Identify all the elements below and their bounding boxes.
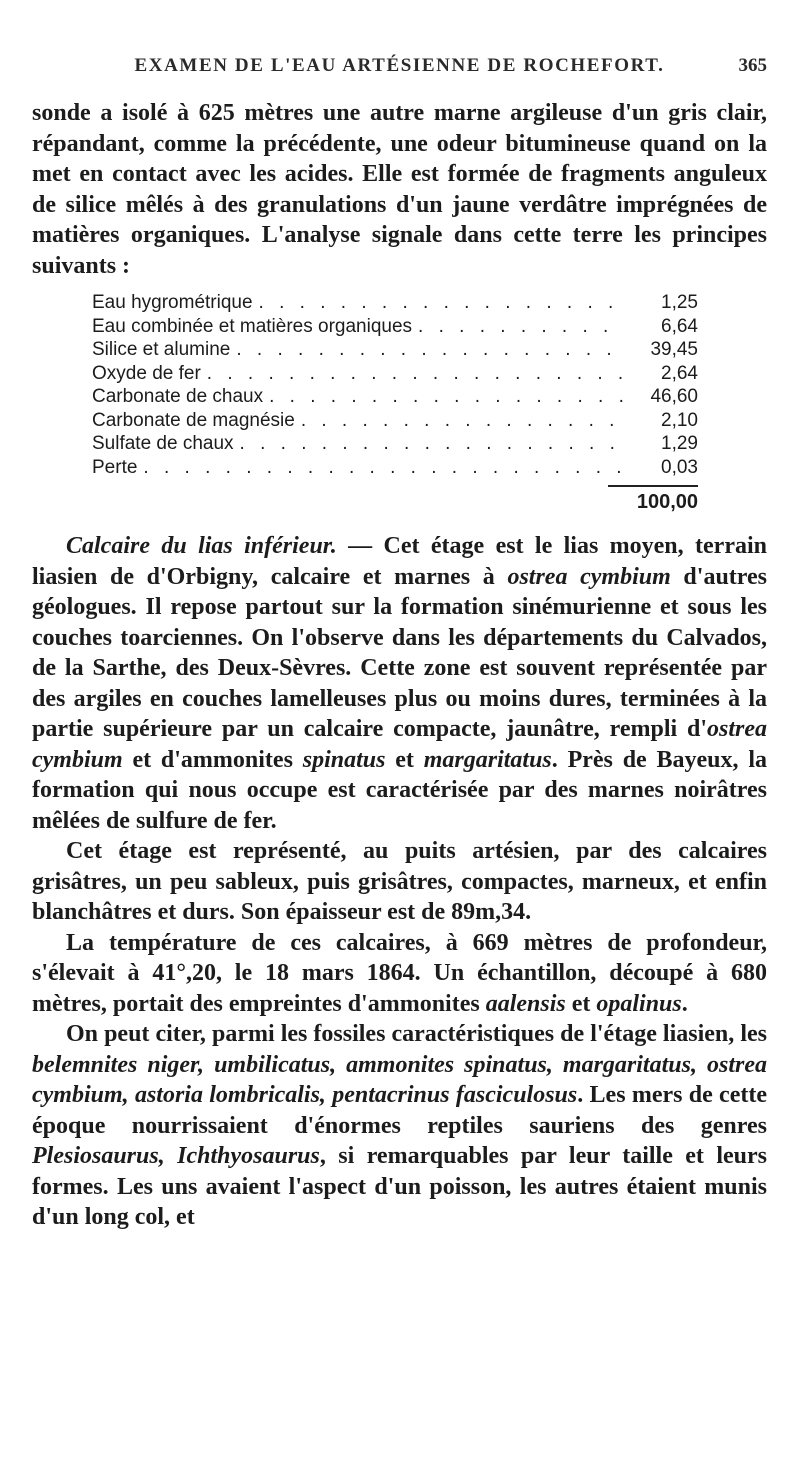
running-title: EXAMEN DE L'EAU ARTÉSIENNE DE ROCHEFORT. — [134, 55, 665, 76]
row-value: 1,25 — [661, 292, 698, 313]
paragraph-temperature: La température de ces calcaires, à 669 mètres de profondeur, s'élevait à 41°,20, le 18 mars 1864. Un échantillon, découpé à 680 mètres, portait des empreintes d'ammonites aalensis et opalinus. — [32, 929, 767, 1017]
row-value: 46,60 — [650, 386, 698, 407]
paragraph-lias: Calcaire du lias inférieur. — Cet étage est le lias moyen, terrain liasien de d'Orbigny, calcaire et marnes à ostrea cymbium d'autres géologues. Il repose partout sur la formation sinémurienne et sous les couches toarciennes. On l'observe dans les départements du Calvados, de la Sarthe, des Deux-Sèvres. Cette zone est souvent représentée par des argiles en couches lamelleuses plus ou moins dures, terminées à la partie supérieure par un calcaire compacte, jaunâtre, rempli d'ostrea cymbium et d'ammonites spinatus et margaritatus. Près de Bayeux, la formation qui nous occupe est caractérisée par des marnes noirâtres mêlées de sulfure de fer. — [32, 533, 767, 834]
page-body — [32, 98, 767, 1233]
row-label: Carbonate de magnésie — [92, 409, 295, 431]
analysis-row — [92, 362, 698, 386]
analysis-row — [92, 338, 698, 362]
row-label: Carbonate de chaux — [92, 386, 264, 407]
row-label: Oxyde de fer — [92, 362, 201, 384]
paragraph-fossiles: On peut citer, parmi les fossiles caractéristiques de l'étage liasien, les belemnites niger, umbilicatus, ammonites spinatus, margaritatus, ostrea cymbium, astoria lombricalis, pentacrinus fasciculosus. Les mers de cette époque nourrissaient d'énormes reptiles sauriens des genres Plesiosaurus, Ichthyosaurus, si remarquables par leur taille et leurs formes. Les uns avaient l'aspect d'un poisson, les autres étaient munis d'un long col, et — [32, 1021, 767, 1230]
sum-rule — [608, 485, 698, 487]
analysis-row — [92, 291, 698, 315]
row-label: Eau combinée et matières organiques — [92, 315, 413, 337]
row-value: 39,45 — [650, 339, 698, 360]
analysis-row — [92, 432, 698, 456]
section-heading: Calcaire du lias inférieur. — [66, 533, 337, 559]
row-label: Perte — [92, 456, 138, 478]
row-value: 6,64 — [661, 315, 698, 337]
analysis-row — [92, 456, 698, 480]
analysis-row — [92, 409, 698, 433]
analysis-row — [92, 385, 698, 409]
row-value: 0,03 — [661, 456, 698, 478]
row-label: Silice et alumine — [92, 339, 231, 360]
page-number: 365 — [738, 55, 767, 76]
row-value: 2,10 — [661, 409, 698, 431]
analysis-total: 100,00 — [636, 491, 698, 513]
analysis-table — [92, 291, 698, 515]
row-label: Eau hygrométrique — [92, 292, 253, 313]
running-header — [32, 55, 767, 91]
row-label: Sulfate de chaux — [92, 433, 234, 454]
paragraph-marne: sonde a isolé à 625 mètres une autre marne argileuse d'un gris clair, répandant, comme la précédente, une odeur bitumineuse quand on la met en contact avec les acides. Elle est formée de fragments anguleux de silice mêlés à des granulations d'un jaune verdâtre imprégnées de matières organiques. L'analyse signale dans cette terre les principes suivants : — [32, 100, 767, 279]
row-value: 2,64 — [661, 362, 698, 384]
paragraph-puits: Cet étage est représenté, au puits artésien, par des calcaires grisâtres, un peu sableux, puis grisâtres, compactes, marneux, et enfin blanchâtres et durs. Son épaisseur est de 89m,34. — [32, 838, 767, 925]
row-value: 1,29 — [661, 433, 698, 454]
analysis-row — [92, 315, 698, 339]
